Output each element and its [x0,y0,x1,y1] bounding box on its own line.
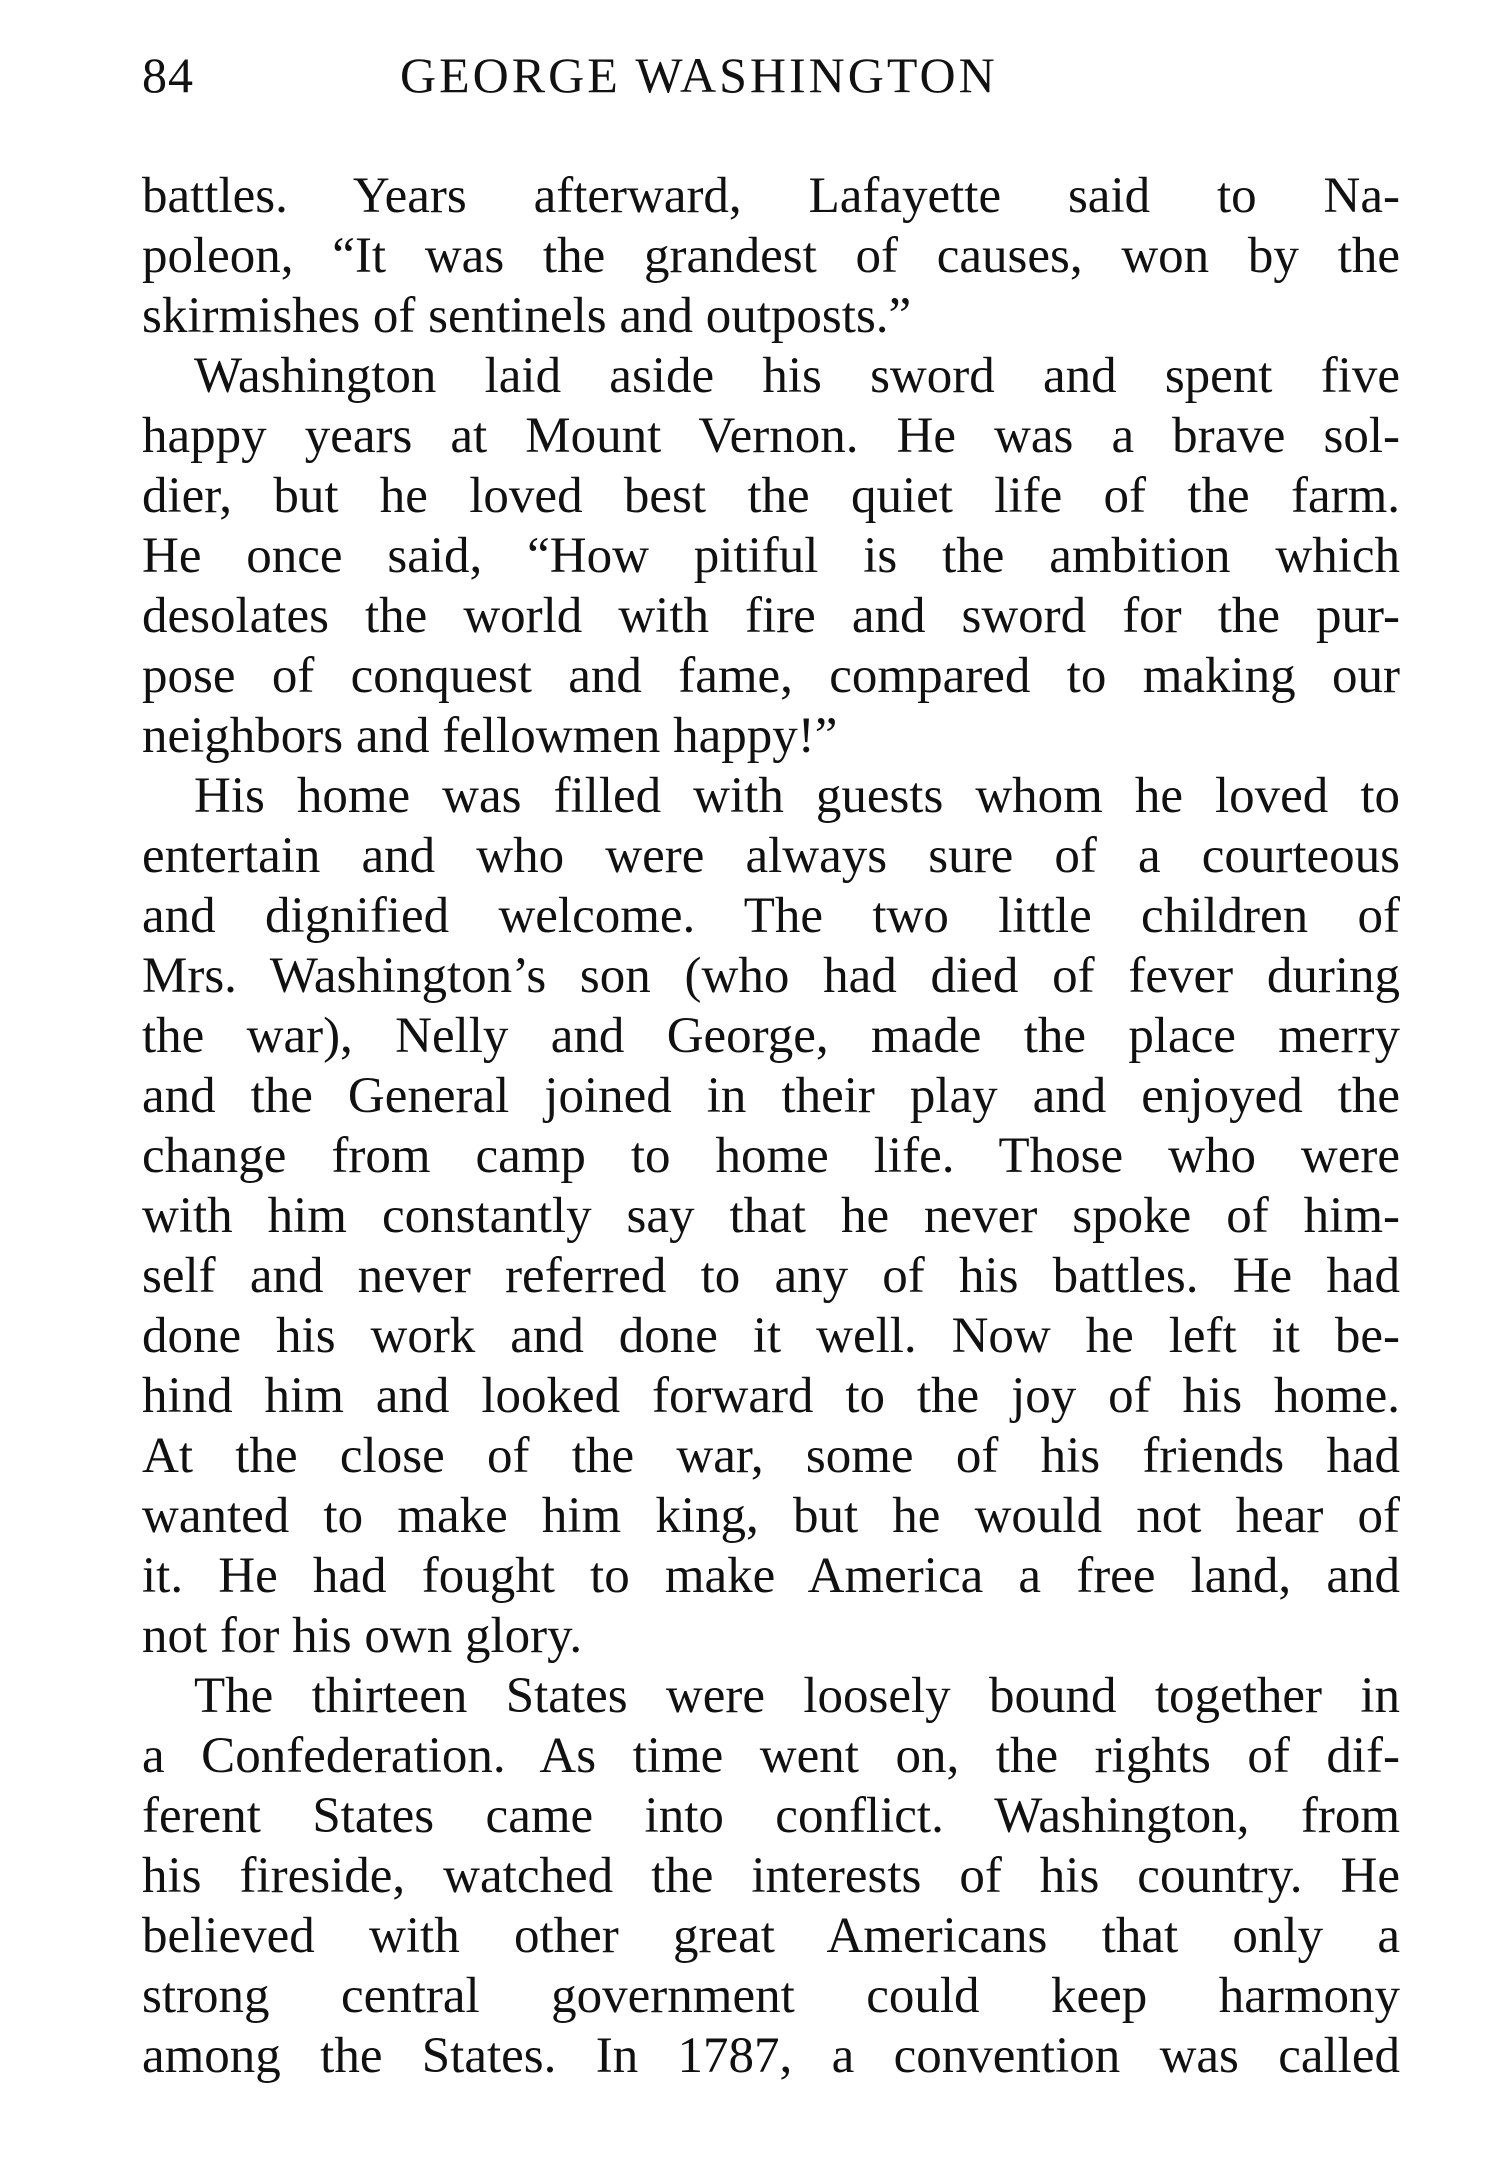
text-line: dier, but he loved best the quiet life of the farm. [142,468,1400,524]
text-line: pose of conquest and fame, compared to making our [142,648,1400,704]
text-line: poleon, “It was the grandest of causes, won by the [142,228,1400,284]
text-line: self and never referred to any of his battles. He had [142,1248,1400,1304]
text-line: happy years at Mount Vernon. He was a brave sol- [142,408,1400,464]
text-line: among the States. In 1787, a convention was called [142,2028,1400,2084]
running-head [142,40,1400,110]
text-line: battles. Years afterward, Lafayette said to Na- [142,168,1400,224]
book-page [142,40,1400,2086]
body-text [142,166,1400,2086]
text-line: neighbors and fellowmen happy!” [142,708,838,764]
paragraph-4 [142,1666,1400,2086]
text-line: and the General joined in their play and enjoyed the [142,1068,1400,1124]
text-line: change from camp to home life. Those who were [142,1128,1400,1184]
text-line: The thirteen States were loosely bound together in [194,1668,1400,1724]
text-line: Washington laid aside his sword and spent five [194,348,1400,404]
paragraph-3 [142,766,1400,1666]
paragraph-1 [142,166,1400,346]
text-line: his fireside, watched the interests of his country. He [142,1848,1400,1904]
text-line: done his work and done it well. Now he left it be- [142,1308,1400,1364]
text-line: skirmishes of sentinels and outposts.” [142,288,912,344]
text-line: it. He had fought to make America a free land, and [142,1548,1400,1604]
text-line: entertain and who were always sure of a courteous [142,828,1400,884]
text-line: a Confederation. As time went on, the rights of dif- [142,1728,1400,1784]
text-line: desolates the world with fire and sword for the pur- [142,588,1400,644]
text-line: ferent States came into conflict. Washington, from [142,1788,1400,1844]
paragraph-2 [142,346,1400,766]
text-line: believed with other great Americans that only a [142,1908,1400,1964]
running-title: GEORGE WASHINGTON [400,47,998,103]
text-line: He once said, “How pitiful is the ambition which [142,528,1400,584]
text-line: the war), Nelly and George, made the place merry [142,1008,1400,1064]
text-line: and dignified welcome. The two little children of [142,888,1400,944]
text-line: with him constantly say that he never spoke of him- [142,1188,1400,1244]
text-line: wanted to make him king, but he would not hear of [142,1488,1400,1544]
text-line: strong central government could keep harmony [142,1968,1400,2024]
text-line: His home was filled with guests whom he loved to [194,768,1400,824]
text-line: At the close of the war, some of his friends had [142,1428,1400,1484]
text-line: hind him and looked forward to the joy of his home. [142,1368,1400,1424]
text-line: Mrs. Washington’s son (who had died of fever during [142,948,1400,1004]
text-line: not for his own glory. [142,1608,583,1664]
page-number: 84 [142,47,194,103]
